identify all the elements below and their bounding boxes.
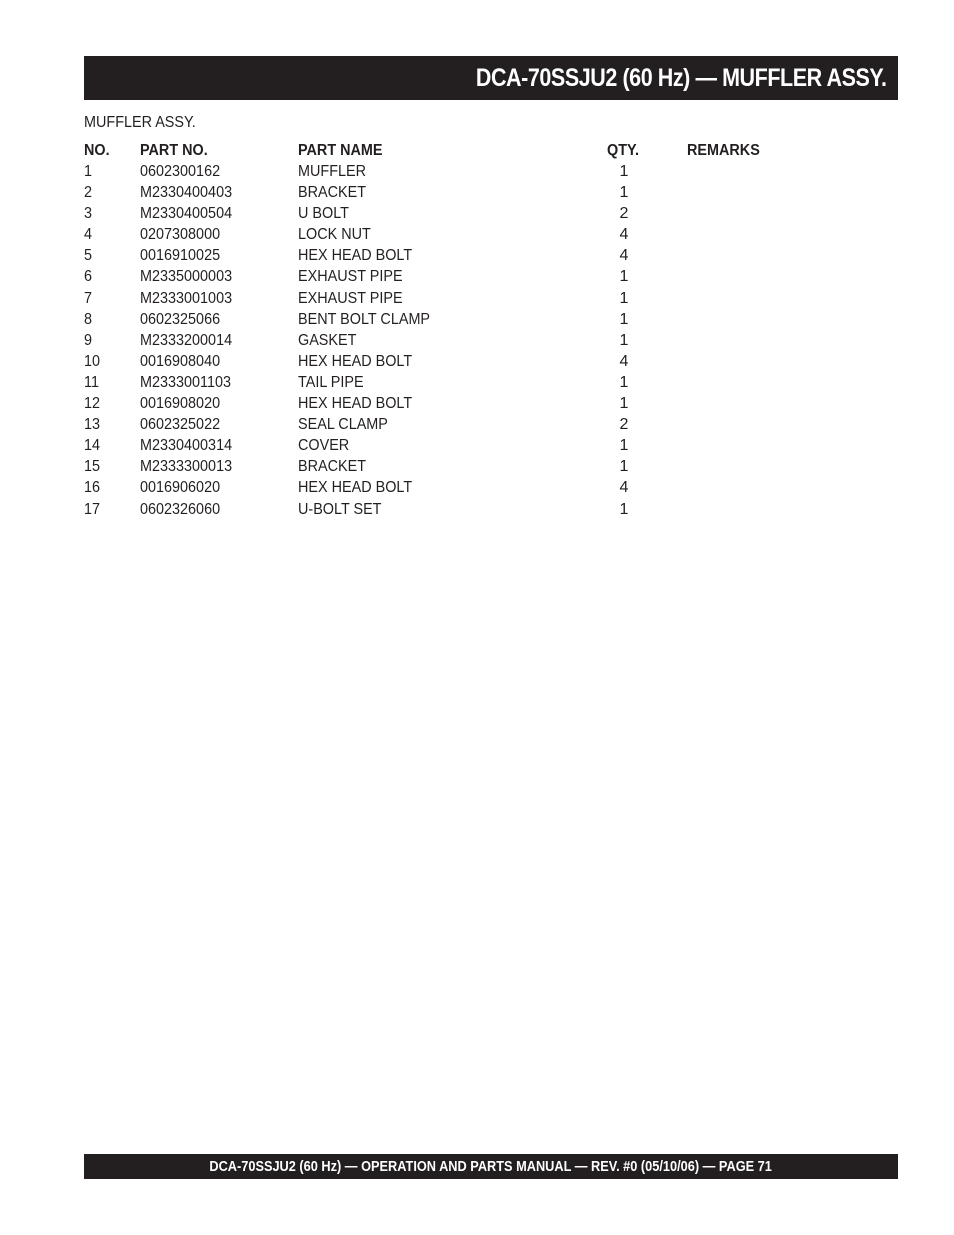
column-header-part-name: PART NAME [298, 142, 383, 159]
cell-qty: 1 [619, 310, 629, 328]
cell-part-name: BRACKET [298, 184, 367, 202]
cell-part-name: HEX HEAD BOLT [298, 352, 413, 370]
table-header-row [84, 140, 784, 161]
table-row [84, 393, 784, 414]
column-header-qty: QTY. [607, 142, 640, 159]
cell-qty: 1 [619, 268, 629, 286]
cell-no: 4 [84, 226, 93, 244]
cell-part-name: COVER [298, 437, 350, 455]
cell-part-no: M2330400504 [140, 205, 233, 223]
cell-part-name: HEX HEAD BOLT [298, 247, 413, 265]
table-row [84, 414, 784, 435]
cell-no: 2 [84, 184, 93, 202]
cell-no: 10 [84, 352, 101, 370]
cell-part-no: M2330400403 [140, 184, 233, 202]
table-row [84, 161, 784, 182]
cell-no: 1 [84, 163, 93, 180]
cell-no: 13 [84, 416, 101, 434]
cell-part-no: 0016908020 [140, 395, 221, 413]
cell-qty: 1 [619, 184, 629, 202]
column-header-remarks: REMARKS [687, 142, 760, 159]
cell-part-no: 0602325022 [140, 416, 221, 434]
cell-part-name: TAIL PIPE [298, 373, 364, 391]
cell-qty: 1 [619, 437, 629, 455]
cell-part-no: 0602300162 [140, 163, 221, 180]
cell-qty: 1 [619, 289, 629, 307]
cell-part-name: HEX HEAD BOLT [298, 479, 413, 497]
table-row [84, 477, 784, 498]
section-label: MUFFLER ASSY. [84, 114, 196, 131]
cell-no: 17 [84, 500, 101, 518]
cell-no: 16 [84, 479, 101, 497]
cell-part-name: SEAL CLAMP [298, 416, 388, 434]
cell-qty: 4 [619, 352, 629, 370]
column-header-part-no: PART NO. [140, 142, 208, 159]
table-row [84, 456, 784, 477]
cell-part-no: 0207308000 [140, 226, 221, 244]
cell-part-no: 0016910025 [140, 247, 221, 265]
table-row [84, 499, 784, 520]
table-row [84, 203, 784, 224]
cell-qty: 2 [619, 205, 629, 223]
cell-qty: 4 [619, 226, 629, 244]
cell-part-name: BRACKET [298, 458, 367, 476]
cell-part-name: EXHAUST PIPE [298, 268, 403, 286]
table-row [84, 372, 784, 393]
cell-no: 9 [84, 331, 93, 349]
cell-part-name: EXHAUST PIPE [298, 289, 403, 307]
cell-part-name: HEX HEAD BOLT [298, 395, 413, 413]
table-row [84, 309, 784, 330]
cell-qty: 2 [619, 416, 629, 434]
cell-part-no: M2333001103 [140, 373, 232, 391]
cell-part-name: U-BOLT SET [298, 500, 382, 518]
table-row [84, 351, 784, 372]
cell-qty: 1 [619, 395, 629, 413]
table-row [84, 288, 784, 309]
cell-qty: 1 [619, 500, 629, 518]
page-title-bar [84, 56, 898, 100]
cell-part-name: LOCK NUT [298, 226, 371, 244]
cell-qty: 1 [619, 163, 629, 180]
table-body [84, 161, 784, 520]
cell-part-no: M2335000003 [140, 268, 233, 286]
footer-text: DCA-70SSJU2 (60 Hz) — OPERATION AND PARTS MANUAL — REV. #0 (05/10/06) — PAGE 71 [209, 1158, 773, 1175]
cell-no: 12 [84, 395, 101, 413]
cell-part-no: 0602326060 [140, 500, 221, 518]
cell-part-name: MUFFLER [298, 163, 367, 180]
table-row [84, 330, 784, 351]
table-row [84, 435, 784, 456]
cell-no: 7 [84, 289, 93, 307]
cell-part-no: 0602325066 [140, 310, 221, 328]
cell-qty: 4 [619, 247, 629, 265]
cell-part-no: M2333300013 [140, 458, 233, 476]
cell-no: 3 [84, 205, 93, 223]
cell-no: 14 [84, 437, 101, 455]
cell-part-no: M2330400314 [140, 437, 233, 455]
cell-qty: 1 [619, 458, 629, 476]
cell-no: 6 [84, 268, 93, 286]
column-header-no: NO. [84, 142, 110, 159]
table-row [84, 182, 784, 203]
cell-qty: 1 [619, 373, 629, 391]
cell-no: 15 [84, 458, 101, 476]
table-row [84, 266, 784, 287]
cell-part-name: GASKET [298, 331, 357, 349]
cell-part-no: 0016908040 [140, 352, 221, 370]
cell-part-no: M2333001003 [140, 289, 233, 307]
cell-qty: 4 [619, 479, 629, 497]
cell-no: 8 [84, 310, 93, 328]
cell-no: 11 [84, 373, 99, 391]
cell-part-no: 0016906020 [140, 479, 221, 497]
cell-no: 5 [84, 247, 93, 265]
page-title: DCA-70SSJU2 (60 Hz) — MUFFLER ASSY. [475, 63, 886, 92]
parts-table [84, 140, 784, 520]
cell-part-no: M2333200014 [140, 331, 233, 349]
footer-bar [84, 1154, 898, 1179]
cell-qty: 1 [619, 331, 629, 349]
table-row [84, 224, 784, 245]
cell-part-name: U BOLT [298, 205, 349, 223]
table-row [84, 245, 784, 266]
cell-part-name: BENT BOLT CLAMP [298, 310, 431, 328]
